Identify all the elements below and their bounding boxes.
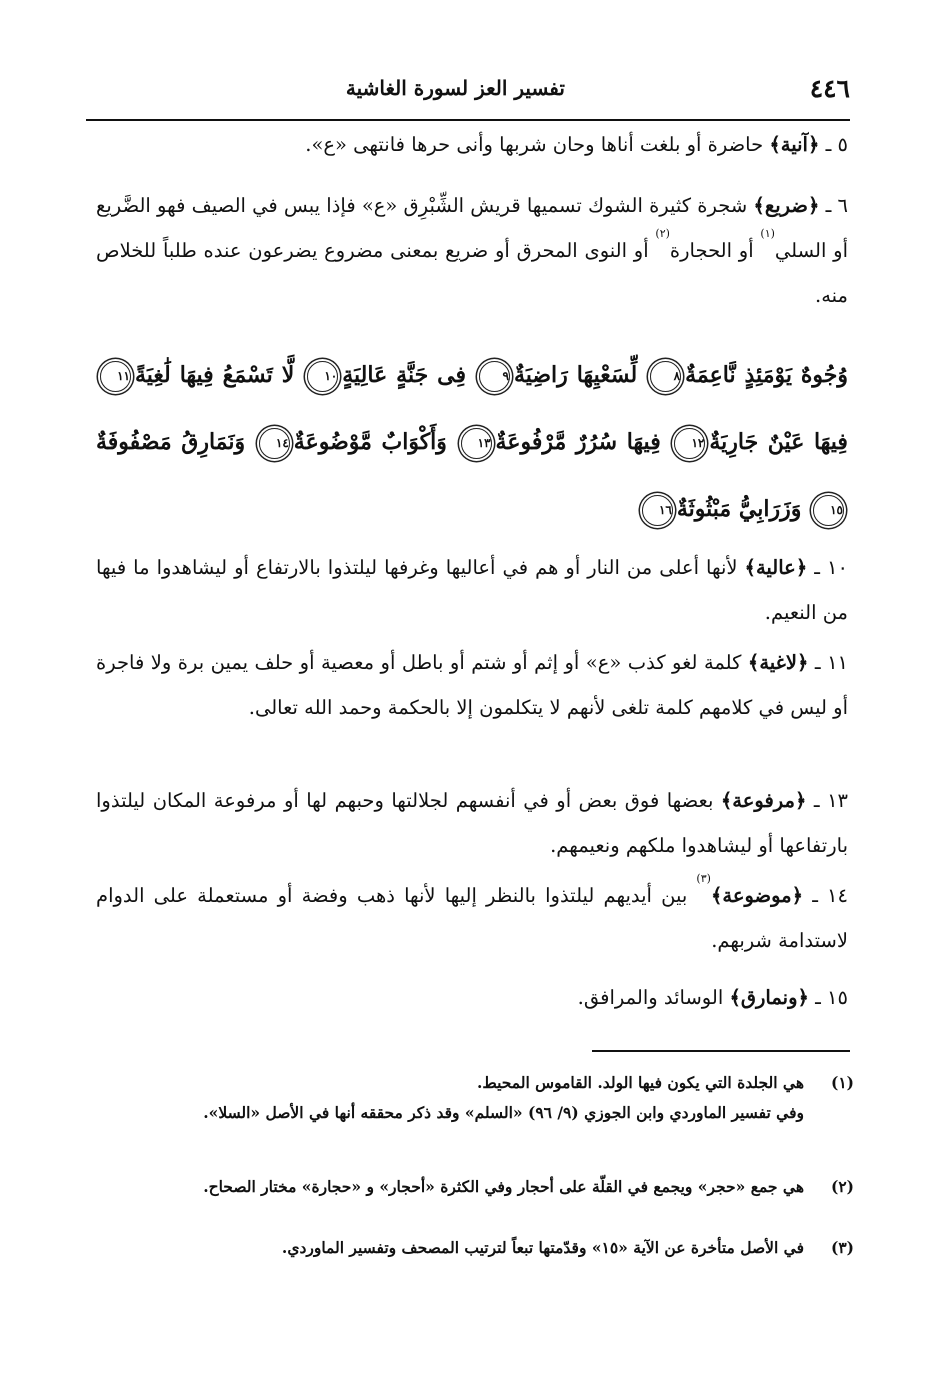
paragraph-5 <box>96 122 848 167</box>
footnote-text: هي الجلدة التي يكون فيها الولد. القاموس المحيط. <box>476 1073 804 1092</box>
keyword: ﴿ونمارق﴾ <box>729 986 809 1009</box>
para-text: حاضرة أو بلغت أناها وحان شربها وأنى حرها فانتهى «ع». <box>305 133 764 156</box>
verse-text: لِّسَعْيِهَا رَاضِيَةٌ <box>513 362 638 388</box>
footnote-ref: (٢) <box>655 227 670 240</box>
para-text: بين أيديهم ليلتذوا بالنظر إليها لأنها ذهب وفضة أو مستعملة على الدوام لاستدامة شربهم. <box>96 884 848 952</box>
verse-text: وَأَكْوَابٌ مَّوْضُوعَةٌ <box>293 429 447 455</box>
footnote-1 <box>100 1068 854 1128</box>
footnote-2 <box>100 1172 854 1202</box>
page-number: ٤٤٦ <box>809 74 850 103</box>
keyword: ﴿لاغية﴾ <box>747 651 809 674</box>
ayah-number-marker: ٨ <box>650 361 681 392</box>
para-text: كلمة لغو كذب «ع» أو إثم أو شتم أو باطل أو معصية أو حلف يمين برة ولا فاجرة أو ليس في كلامهم كلمة تلغى لأنهم لا يتكلمون إلا بالحكمة وحمد الله تعالى. <box>96 651 848 719</box>
verse-text: لَّا تَسْمَعُ فِيهَا لَٰغِيَةً <box>135 362 295 388</box>
verse-text: فِى جَنَّةٍ عَالِيَةٍ <box>342 362 466 388</box>
ayah-number-marker: ١٤ <box>259 428 290 459</box>
ayah-number-marker: ١١ <box>100 361 131 392</box>
verse-text: وُجُوهٌ يَوْمَئِذٍ نَّاعِمَةٌ <box>685 362 849 388</box>
footnote-3 <box>100 1233 854 1263</box>
keyword: ﴿ضريع﴾ <box>753 194 820 217</box>
para-number: ٦ ـ <box>825 194 848 217</box>
para-number: ٥ ـ <box>825 133 848 156</box>
ayah-number-marker: ١٣ <box>461 428 492 459</box>
keyword: ﴿آنية﴾ <box>769 133 820 156</box>
ayah-number-marker: ١٠ <box>307 361 338 392</box>
footnote-text: وفي تفسير الماوردي وابن الجوزي (٩/ ٩٦) «السلم» وقد ذكر محققه أنها في الأصل «السلا». <box>203 1103 804 1122</box>
verse-text: وَنَمَارِقُ مَصْفُوفَةٌ <box>96 429 246 455</box>
para-text: لأنها أعلى من النار أو هم في أعاليها وغرفها ليلتذوا بالارتفاع أو ليشاهدوا ما فيها من النعيم. <box>96 556 848 624</box>
para-text: بعضها فوق بعض أو في أنفسهم لجلالتها وحبهم لها أو مرفوعة المكان ليلتذوا بارتفاعها أو ليشاهدوا ملكهم ونعيمهم. <box>96 789 848 857</box>
running-title: تفسير العز لسورة الغاشية <box>345 76 565 100</box>
paragraph-10 <box>96 545 848 635</box>
quran-verses <box>96 342 848 543</box>
para-text: شجرة كثيرة الشوك تسميها قريش الشِّبْرِق «ع» فإذا يبس في الصيف فهو الضَّريع أو السلي <box>96 194 848 262</box>
para-number: ١٠ ـ <box>814 556 848 579</box>
paragraph-15 <box>96 975 848 1020</box>
page-header <box>88 72 850 118</box>
keyword: ﴿مرفوعة﴾ <box>720 789 807 812</box>
paragraph-6 <box>96 183 848 318</box>
ayah-number-marker: ٩ <box>479 361 510 392</box>
ayah-number-marker: ١٢ <box>674 428 705 459</box>
footnote-number: (٣) <box>830 1238 854 1257</box>
para-number: ١٥ ـ <box>815 986 848 1009</box>
header-rule <box>86 119 850 121</box>
keyword: ﴿موضوعة﴾ <box>710 884 804 907</box>
paragraph-11 <box>96 640 848 730</box>
ayah-number-marker: ١٥ <box>813 495 844 526</box>
verse-text: فِيهَا سُرُرٌ مَّرْفُوعَةٌ <box>495 429 661 455</box>
para-text: أو النوى المحرق أو ضريع بمعنى مضروع يضرعون عنده طلباً للخلاص منه. <box>96 239 848 307</box>
verse-text: فِيهَا عَيْنٌ جَارِيَةٌ <box>709 429 848 455</box>
paragraph-13 <box>96 778 848 868</box>
para-number: ١٣ ـ <box>813 789 849 812</box>
footnote-number: (١) <box>830 1073 854 1092</box>
para-text: أو الحجارة <box>669 239 754 262</box>
footnote-text: في الأصل متأخرة عن الآية «١٥» وقدّمتها تبعاً لترتيب المصحف وتفسير الماوردي. <box>281 1238 804 1257</box>
para-number: ١١ ـ <box>814 651 849 674</box>
footnote-ref: (١) <box>760 227 775 240</box>
paragraph-14 <box>96 873 848 963</box>
para-text: الوسائد والمرافق. <box>577 986 724 1009</box>
ayah-number-marker: ١٦ <box>642 495 673 526</box>
para-number: ١٤ ـ <box>812 884 848 907</box>
footnote-text: هي جمع «حجر» ويجمع في القلّة على أحجار وفي الكثرة «أحجار» و «حجارة» مختار الصحاح. <box>203 1177 804 1196</box>
footnote-separator <box>592 1050 850 1052</box>
keyword: ﴿عالية﴾ <box>744 556 808 579</box>
footnote-ref: (٣) <box>696 872 711 885</box>
verse-text: وَزَرَابِيُّ مَبْثُوثَةٌ <box>676 496 802 522</box>
footnote-number: (٢) <box>830 1177 854 1196</box>
